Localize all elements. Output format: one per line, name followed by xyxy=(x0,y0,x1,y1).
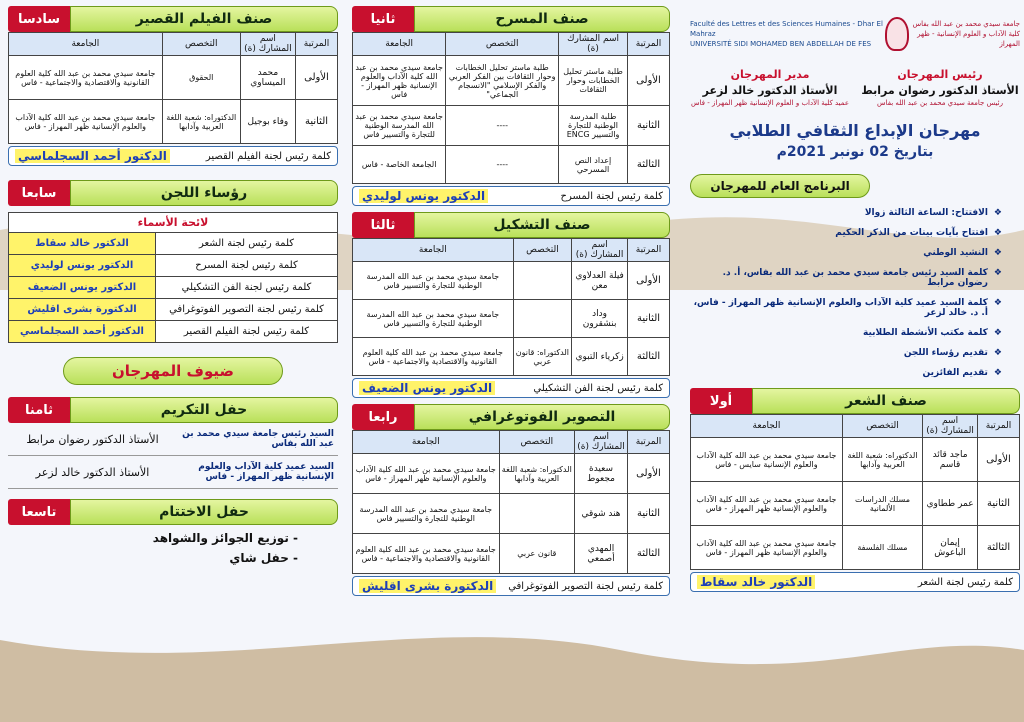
guests-title: ضيوف المهرجان xyxy=(63,357,283,385)
table-row: الثالثة المهدي أصمعي قانون عربي جامعة سيدي محمد بن عبد الله كلية العلوم القانونية والاقتصادية والاجتماعية - فاس xyxy=(353,534,670,574)
table-row: الأولى فيلة العدلاوي معن جامعة سيدي محمد بن عبد الله المدرسة الوطنية للتجارة والتسيير فاس xyxy=(353,262,670,300)
table-row: كلمة رئيس لجنة الشعر الدكتور خالد سقاط xyxy=(9,233,338,255)
short-film-table: المرتبة اسم المشارك (ة) التخصص الجامعة الأولى محمد الميساوي الحقوق جامعة سيدي محمد بن عبد الله كلية العلوم القانونية والاقتصادية والاجتماعية - فاس الثانية وفاء بوجيل الدكتوراه: شعبة اللغة العربية وآدابها جامعة سيدي محمد بن عبد الله كلية الآداب والعلوم الإنسانية ظهر المهراز - فاس xyxy=(8,32,338,144)
section-theater xyxy=(352,6,670,206)
section-title: حفل الاختتام xyxy=(70,499,338,525)
table-row: كلمة رئيس لجنة التصوير الفوتوغرافي الدكتورة بشرى اقليش xyxy=(9,299,338,321)
table-row: الثالثة زكرياء التبوي الدكتوراه: قانون عربي جامعة سيدي محمد بن عبد الله كلية العلوم القانونية والاقتصادية والاجتماعية - فاس xyxy=(353,338,670,376)
university-seal-icon xyxy=(885,17,908,51)
section-title: التصوير الفوتوغرافي xyxy=(414,404,670,430)
table-row: الأولى محمد الميساوي الحقوق جامعة سيدي محمد بن عبد الله كلية العلوم القانونية والاقتصادية والاجتماعية - فاس xyxy=(9,56,338,100)
festival-officials xyxy=(690,68,1020,107)
right-column xyxy=(690,0,1020,722)
faculty-name-fr: Faculté des Lettres et des Sciences Humaines - Dhar El Mahraz xyxy=(690,20,883,38)
bullet-icon: ❖ xyxy=(993,248,1002,258)
table-row: الأولى سعيدة مجعوط الدكتوراه: شعبة اللغة العربية وآدابها جامعة سيدي محمد بن عبد الله كلية الآداب والعلوم الإنسانية ظهر المهراز - فاس xyxy=(353,454,670,494)
section-poetry xyxy=(690,388,1020,592)
section-title: حفل التكريم xyxy=(70,397,338,423)
bullet-icon: ❖ xyxy=(993,348,1002,358)
photo-table: المرتبة اسم المشارك (ة) التخصص الجامعة الأولى سعيدة مجعوط الدكتوراه: شعبة اللغة العربية وآدابها جامعة سيدي محمد بن عبد الله كلية الآداب والعلوم الإنسانية ظهر المهراز - فاس الثانية هند شوقي جامعة سيدي محمد بن عبد الله المدرسة الوطنية للتجارة والتسيير فاس الثالثة المهدي أصمعي قانون عربي جامعة سيدي محمد بن عبد الله كلية العلوم القانونية والاقتصادية والاجتماعية - فاس xyxy=(352,430,670,574)
bullet-icon: ❖ xyxy=(993,268,1002,278)
program-list xyxy=(690,208,1020,378)
committee-word: كلمة رئيس لجنة الفن التشكيلي الدكتور يونس الضعيف xyxy=(352,378,670,398)
section-short-film xyxy=(8,6,338,166)
program-item: ❖ تقديم رؤساء اللجن xyxy=(903,348,1002,358)
festival-title: مهرجان الإبداع الثقافي الطلابي xyxy=(729,121,981,140)
section-ordinal: رابعا xyxy=(352,404,414,430)
committee-word: كلمة رئيس لجنة التصوير الفوتوغرافي الدكتورة بشرى اقليش xyxy=(352,576,670,596)
closing-item: - توزيع الجوائز والشواهد xyxy=(152,531,298,545)
bullet-icon: ❖ xyxy=(993,228,1002,238)
program-item: ❖ كلمة السيد عميد كلية الآداب والعلوم الإنسانية ظهر المهراز - فاس، أ. د. خالد لزعر xyxy=(693,298,1002,318)
table-row: الثانية وداد بنشقرون جامعة سيدي محمد بن عبد الله المدرسة الوطنية للتجارة والتسيير فاس xyxy=(353,300,670,338)
committee-word: كلمة رئيس لجنة الفيلم القصير الدكتور أحمد السجلماسي xyxy=(8,146,338,166)
section-ordinal: سابعا xyxy=(8,180,70,206)
table-row: كلمة رئيس لجنة الفن التشكيلي الدكتور يونس الضعيف xyxy=(9,277,338,299)
section-ordinal: تاسعا xyxy=(8,499,70,525)
theater-table: المرتبة اسم المشارك (ة) التخصص الجامعة الأولى طلبة ماستر تحليل الخطابات وحوار الثقافات طلبة ماستر تحليل الخطابات وحوار الثقافات بين الفكر العربي والفكر الإسلامي "الانسجام الجماعي" جامعة سيدي محمد بن عبد الله كلية الآداب والعلوم الإنسانية ظهر المهراز - فاس الثانية طلبة المدرسة الوطنية للتجارة والتسيير ENCG ---- جامعة سيدي محمد بن عبد الله المدرسة الوطنية للتجارة والتسيير فاس الثالثة إعداد النص المسرحي ---- الجامعة الخاصة - فاس xyxy=(352,32,670,184)
section-ordinal: سادسا xyxy=(8,6,70,32)
section-title: رؤساء اللجن xyxy=(70,180,338,206)
committee-word: كلمة رئيس لجنة الشعر الدكتور خالد سقاط xyxy=(690,572,1020,592)
section-ordinal: أولا xyxy=(690,388,752,414)
table-row: الأولى ماجد قائد قاسم الدكتوراه: شعبة اللغة العربية وآدابها جامعة سيدي محمد بن عبد الله كلية الآداب والعلوم الإنسانية سايس - فاس xyxy=(691,438,1020,482)
committees-table: لائحة الأسماء كلمة رئيس لجنة الشعر الدكتور خالد سقاط كلمة رئيس لجنة المسرح الدكتور يونس لوليدي كلمة رئيس لجنة الفن التشكيلي الدكتور يونس الضعيف كلمة رئيس لجنة التصوير الفوتوغرافي الدكتورة بشرى اقليش كلمة رئيس لجنة الفيلم القصير الدكتور أحمد السجلماسي xyxy=(8,212,338,343)
section-title: صنف المسرح xyxy=(414,6,670,32)
plastic-table: المرتبة اسم المشارك (ة) التخصص الجامعة الأولى فيلة العدلاوي معن جامعة سيدي محمد بن عبد الله المدرسة الوطنية للتجارة والتسيير فاس الثانية وداد بنشقرون جامعة سيدي محمد بن عبد الله المدرسة الوطنية للتجارة والتسيير فاس الثالثة زكرياء التبوي الدكتوراه: قانون عربي جامعة سيدي محمد بن عبد الله كلية العلوم القانونية والاقتصادية والاجتماعية - فاس xyxy=(352,238,670,376)
program-item: ❖ كلمة مكتب الأنشطة الطلابية xyxy=(862,328,1002,338)
program-item: ❖ كلمة السيد رئيس جامعة سيدي محمد بن عبد الله بفاس، أ. د. رضوان مرابط xyxy=(722,268,1002,288)
program-title: البرنامج العام للمهرجان xyxy=(690,174,870,198)
festival-date: بتاريخ 02 نونبر 2021م xyxy=(776,144,934,160)
middle-column xyxy=(352,0,670,722)
section-ordinal: ثالثا xyxy=(352,212,414,238)
honoree-row: السيد عميد كلية الآداب والعلوم الإنسانية ظهر المهراز - فاس الأستاذ الدكتور خالد لزعر xyxy=(8,456,338,489)
section-plastic-art xyxy=(352,212,670,398)
table-row: الثانية عمر ططاوي مسلك الدراسات الألمانية جامعة سيدي محمد بن عبد الله كلية الآداب والعلوم الإنسانية ظهر المهراز - فاس xyxy=(691,482,1020,526)
table-row: الثالثة إعداد النص المسرحي ---- الجامعة الخاصة - فاس xyxy=(353,146,670,184)
closing-list xyxy=(8,531,338,565)
table-row: كلمة رئيس لجنة الفيلم القصير الدكتور أحمد السجلماسي xyxy=(9,321,338,343)
table-row: الأولى طلبة ماستر تحليل الخطابات وحوار الثقافات طلبة ماستر تحليل الخطابات وحوار الثقافات بين الفكر العربي والفكر الإسلامي "الانسجام الجماعي" جامعة سيدي محمد بن عبد الله كلية الآداب والعلوم الإنسانية ظهر المهراز - فاس xyxy=(353,56,670,106)
faculty-name-ar: كلية الآداب و العلوم الإنسانية - ظهر المهراز xyxy=(917,30,1020,48)
table-row: الثانية طلبة المدرسة الوطنية للتجارة والتسيير ENCG ---- جامعة سيدي محمد بن عبد الله المدرسة الوطنية للتجارة والتسيير فاس xyxy=(353,106,670,146)
bullet-icon: ❖ xyxy=(993,368,1002,378)
section-closing xyxy=(8,499,338,565)
section-committees xyxy=(8,180,338,343)
program-item: ❖ الافتتاح: الساعة الثالثة زوالا xyxy=(864,208,1002,218)
poetry-table: المرتبة اسم المشارك (ة) التخصص الجامعة الأولى ماجد قائد قاسم الدكتوراه: شعبة اللغة العربية وآدابها جامعة سيدي محمد بن عبد الله كلية الآداب والعلوم الإنسانية سايس - فاس الثانية عمر ططاوي مسلك الدراسات الألمانية جامعة سيدي محمد بن عبد الله كلية الآداب والعلوم الإنسانية ظهر المهراز - فاس الثالثة إيمان الباعوش مسلك الفلسفة جامعة سيدي محمد بن عبد الله كلية الآداب والعلوم الإنسانية ظهر المهراز - فاس xyxy=(690,414,1020,570)
committee-word: كلمة رئيس لجنة المسرح الدكتور يونس لوليدي xyxy=(352,186,670,206)
bullet-icon: ❖ xyxy=(993,208,1002,218)
program-item: ❖ تقديم الفائزين xyxy=(922,368,1002,378)
section-title: صنف الفيلم القصير xyxy=(70,6,338,32)
table-row: الثانية هند شوقي جامعة سيدي محمد بن عبد الله المدرسة الوطنية للتجارة والتسيير فاس xyxy=(353,494,670,534)
section-photography xyxy=(352,404,670,596)
table-row: كلمة رئيس لجنة المسرح الدكتور يونس لوليدي xyxy=(9,255,338,277)
bullet-icon: ❖ xyxy=(993,328,1002,338)
university-name-ar: جامعة سيدي محمد بن عبد الله بفاس xyxy=(912,20,1020,28)
university-header xyxy=(690,6,1020,62)
section-title: صنف التشكيل xyxy=(414,212,670,238)
left-column xyxy=(8,0,338,722)
table-row: الثالثة إيمان الباعوش مسلك الفلسفة جامعة سيدي محمد بن عبد الله كلية الآداب والعلوم الإنسانية ظهر المهراز - فاس xyxy=(691,526,1020,570)
section-title: صنف الشعر xyxy=(752,388,1020,414)
section-ordinal: ثامنا xyxy=(8,397,70,423)
section-honoring xyxy=(8,397,338,489)
festival-president: رئيس المهرجان الأستاذ الدكتور رضوان مرابط رئيس جامعة سيدي محمد بن عبد الله بفاس xyxy=(861,68,1019,107)
program-item: ❖ افتتاح بآيات بينات من الذكر الحكيم xyxy=(835,228,1002,238)
university-name-en: UNIVERSITÉ SIDI MOHAMED BEN ABDELLAH DE FES xyxy=(690,40,872,48)
festival-director: مدير المهرجان الأستاذ الدكتور خالد لزعر عميد كلية الآداب و العلوم الإنسانية ظهر المهراز - فاس xyxy=(690,68,850,107)
bullet-icon: ❖ xyxy=(993,298,1002,308)
table-row: الثانية وفاء بوجيل الدكتوراه: شعبة اللغة العربية وآدابها جامعة سيدي محمد بن عبد الله كلية الآداب والعلوم الإنسانية ظهر المهراز - فاس xyxy=(9,100,338,144)
section-ordinal: ثانيا xyxy=(352,6,414,32)
closing-item: - حفل شاي xyxy=(229,551,298,565)
program-item: ❖ النشيد الوطني xyxy=(923,248,1002,258)
honoree-row: السيد رئيس جامعة سيدي محمد بن عبد الله بفاس الأستاذ الدكتور رضوان مرابط xyxy=(8,423,338,456)
